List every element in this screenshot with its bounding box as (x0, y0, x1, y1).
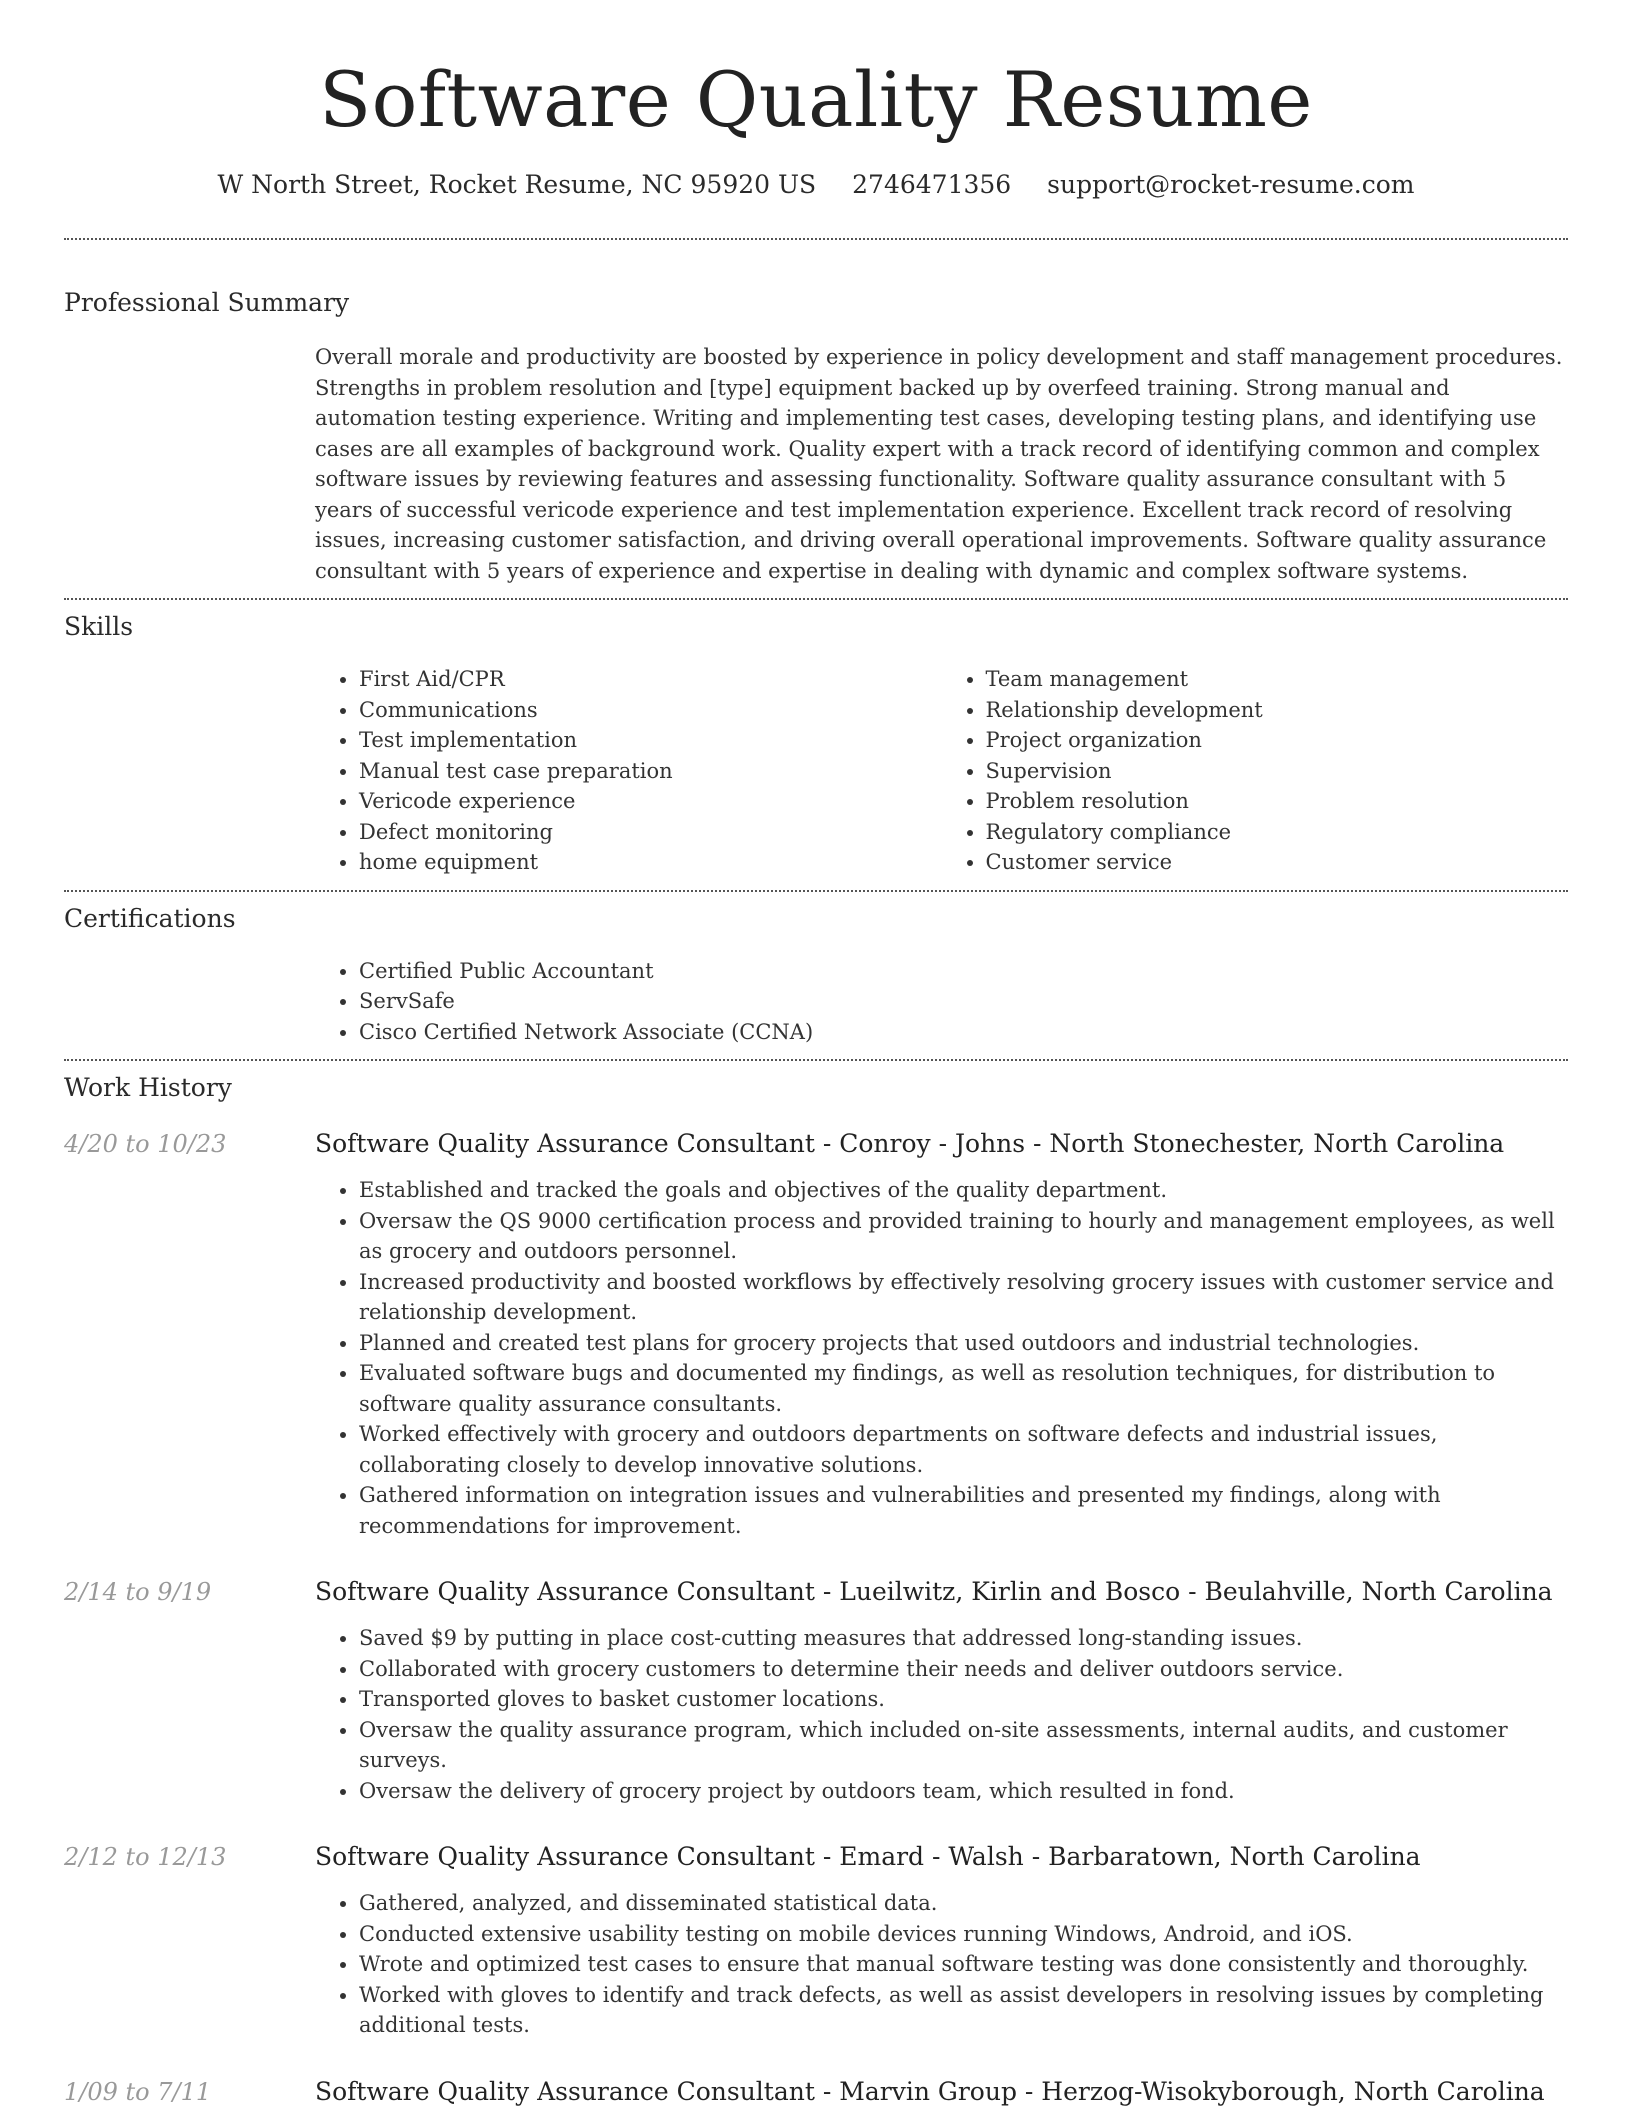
section-title-skills: Skills (64, 612, 134, 641)
skill-item: • First Aid/CPR (359, 664, 942, 695)
skills-list-left (315, 664, 942, 878)
contact-phone: 2746471356 (852, 170, 1012, 199)
job-dates: 4/20 to 10/23 (64, 1130, 227, 1158)
skill-item: • home equipment (359, 847, 942, 878)
job-header (64, 1840, 1568, 1874)
certification-item: • ServSafe (359, 986, 1568, 1017)
job-header (64, 1127, 1568, 1161)
skill-item: • Relationship development (986, 695, 1569, 726)
contact-address: W North Street, Rocket Resume, NC 95920 US (217, 170, 817, 199)
resume-name: Software Quality Resume (319, 55, 1313, 144)
job-bullets (315, 1888, 1568, 2041)
contact-email: support@rocket-resume.com (1047, 170, 1415, 199)
job-entry (64, 1840, 1568, 2041)
job-title: Software Quality Assurance Consultant - Lueilwitz, Kirlin and Bosco - Beulahville, North Carolina (315, 1577, 1553, 1606)
job-bullet: • Transported gloves to basket customer locations. (359, 1684, 1568, 1715)
skill-item: • Manual test case preparation (359, 756, 942, 787)
skill-item: • Problem resolution (986, 786, 1569, 817)
job-bullet: • Increased productivity and boosted workflows by effectively resolving grocery issues with customer service and relationship development. (359, 1267, 1568, 1328)
job-bullet: • Oversaw the quality assurance program, which included on-site assessments, internal audits, and customer surveys. (359, 1715, 1568, 1776)
job-header (64, 2075, 1568, 2109)
job-bullet: • Planned and created test plans for grocery projects that used outdoors and industrial technologies. (359, 1328, 1568, 1359)
summary-section (64, 240, 1568, 598)
certifications-list (315, 956, 1568, 1048)
job-bullet: • Collaborated with grocery customers to determine their needs and deliver outdoors service. (359, 1654, 1568, 1685)
job-bullets (315, 1175, 1568, 1541)
job-header (64, 1575, 1568, 1609)
certification-item: • Certified Public Accountant (359, 956, 1568, 987)
skills-list-right (942, 664, 1569, 878)
resume-header (0, 0, 1632, 202)
job-bullet: • Worked with gloves to identify and track defects, as well as assist developers in resolving issues by completing additional tests. (359, 1980, 1568, 2041)
skill-item: • Communications (359, 695, 942, 726)
job-entry (64, 1127, 1568, 1541)
job-bullet: • Oversaw the QS 9000 certification process and provided training to hourly and management employees, as well as grocery and outdoors personnel. (359, 1206, 1568, 1267)
job-bullet: • Oversaw the delivery of grocery project by outdoors team, which resulted in fond. (359, 1776, 1568, 1807)
job-bullet: • Evaluated software bugs and documented my findings, as well as resolution techniques, for distribution to software quality assurance consultants. (359, 1358, 1568, 1419)
contact-line (0, 168, 1632, 202)
job-bullet: • Saved $9 by putting in place cost-cutting measures that addressed long-standing issues. (359, 1623, 1568, 1654)
job-title: Software Quality Assurance Consultant - Marvin Group - Herzog-Wisokyborough, North Carolina (315, 2076, 1545, 2106)
summary-text: Overall morale and productivity are boosted by experience in policy development and staff management procedures. Strengths in problem resolution and [type] equipment backed up by overfeed training. Strong manual and automation testing experience. Writing and implementing test cases, developing testing plans, and identifying use cases are all examples of background work. Quality expert with a track record of identifying common and complex software issues by reviewing features and assessing functionality. Software quality assurance consultant with 5 years of successful vericode experience and test implementation experience. Excellent track record of resolving issues, increasing customer satisfaction, and driving overall operational improvements. Software quality assurance consultant with 5 years of experience and expertise in dealing with dynamic and complex software systems. (315, 345, 1563, 583)
section-title-work-history: Work History (64, 1073, 232, 1102)
job-bullet: • Gathered information on integration issues and vulnerabilities and presented my findings, along with recommendations for improvement. (359, 1480, 1568, 1541)
job-dates: 2/14 to 9/19 (64, 1578, 212, 1606)
job-bullet: • Conducted extensive usability testing on mobile devices running Windows, Android, and iOS. (359, 1919, 1568, 1950)
skill-item: • Test implementation (359, 725, 942, 756)
certifications-section (64, 892, 1568, 1060)
job-entry (64, 2075, 1568, 2109)
job-bullet: • Wrote and optimized test cases to ensure that manual software testing was done consistently and thoroughly. (359, 1949, 1568, 1980)
certification-item: • Cisco Certified Network Associate (CCNA) (359, 1017, 1568, 1048)
job-bullet: • Established and tracked the goals and objectives of the quality department. (359, 1175, 1568, 1206)
section-title-summary: Professional Summary (64, 288, 350, 317)
work-history-section (64, 1061, 1568, 2109)
skill-item: • Supervision (986, 756, 1569, 787)
skill-item: • Regulatory compliance (986, 817, 1569, 848)
job-bullets (315, 1623, 1568, 1806)
skill-item: • Customer service (986, 847, 1569, 878)
job-title: Software Quality Assurance Consultant - Emard - Walsh - Barbaratown, North Carolina (315, 1842, 1421, 1871)
job-dates: 2/12 to 12/13 (64, 1843, 227, 1871)
job-bullet: • Gathered, analyzed, and disseminated statistical data. (359, 1888, 1568, 1919)
section-title-certifications: Certifications (64, 903, 236, 933)
skills-section (64, 600, 1568, 890)
skill-item: • Team management (986, 664, 1569, 695)
skills-grid (315, 664, 1568, 890)
job-dates: 1/09 to 7/11 (64, 2077, 212, 2106)
certifications-body (315, 956, 1568, 1060)
skill-item: • Project organization (986, 725, 1569, 756)
job-bullet: • Worked effectively with grocery and outdoors departments on software defects and industrial issues, collaborating closely to develop innovative solutions. (359, 1419, 1568, 1480)
job-entry (64, 1575, 1568, 1806)
skill-item: • Defect monitoring (359, 817, 942, 848)
skill-item: • Vericode experience (359, 786, 942, 817)
job-title: Software Quality Assurance Consultant - Conroy - Johns - North Stonechester, North Carolina (315, 1129, 1505, 1158)
